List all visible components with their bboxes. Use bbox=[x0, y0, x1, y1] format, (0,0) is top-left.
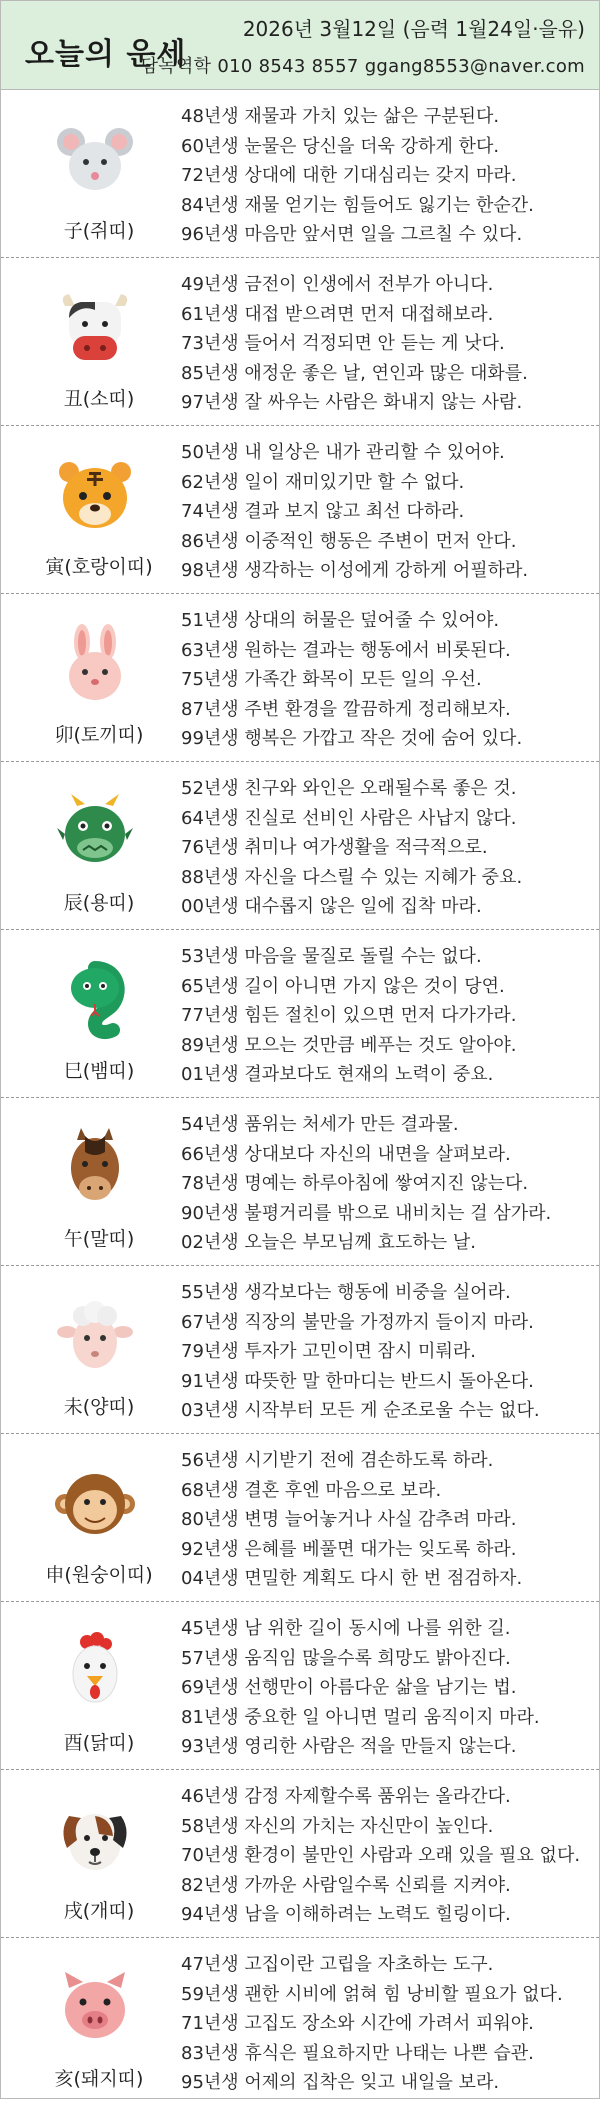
fortune-line: 59년생 괜한 시비에 얽혀 힘 낭비할 필요가 없다. bbox=[181, 1983, 563, 2005]
fortune-line: 62년생 일이 재미있기만 할 수 없다. bbox=[181, 471, 465, 493]
sheep-icon bbox=[55, 1296, 135, 1376]
fortune-line: 77년생 힘든 절친이 있으면 먼저 다가가라. bbox=[181, 1005, 517, 1026]
contact-line: 담녹역학 010 8543 8557 ggang8553@naver.com bbox=[140, 56, 585, 77]
fortune-line: 94년생 남을 이해하려는 노력도 힐링이다. bbox=[181, 1904, 511, 1925]
fortune-line: 49년생 금전이 인생에서 전부가 아니다. bbox=[181, 274, 494, 295]
fortune-line: 69년생 선행만이 아름다운 삶을 남기는 법. bbox=[181, 1677, 517, 1698]
sign-label: 卯(토끼띠) bbox=[54, 724, 144, 746]
fortune-line: 78년생 명예는 하루아침에 쌓여지진 않는다. bbox=[181, 1173, 529, 1194]
fortune-line: 53년생 마음을 물질로 돌릴 수는 없다. bbox=[181, 946, 482, 967]
header bbox=[1, 1, 599, 90]
fortune-line: 61년생 대접 받으려면 먼저 대접해보라. bbox=[181, 303, 494, 325]
fortune-line: 96년생 마음만 앞서면 일을 그르칠 수 있다. bbox=[181, 224, 523, 245]
fortune-line: 58년생 자신의 가치는 자신만이 높인다. bbox=[181, 1815, 494, 1837]
sign-section bbox=[1, 1770, 599, 1938]
rabbit-icon bbox=[55, 624, 135, 704]
rat-icon bbox=[55, 120, 135, 200]
fortune-line: 60년생 눈물은 당신을 더욱 강하게 한다. bbox=[181, 135, 500, 157]
fortune-line: 56년생 시기받기 전에 겸손하도록 하라. bbox=[181, 1450, 494, 1471]
fortune-line: 55년생 생각보다는 행동에 비중을 실어라. bbox=[181, 1282, 511, 1303]
sign-label: 子(쥐띠) bbox=[63, 220, 135, 242]
monkey-icon bbox=[55, 1464, 135, 1544]
fortune-line: 76년생 취미나 여가생활을 적극적으로. bbox=[181, 837, 488, 858]
fortune-line: 90년생 불평거리를 밖으로 내비치는 걸 삼가라. bbox=[181, 1202, 552, 1224]
fortune-line: 73년생 들어서 걱정되면 안 듣는 게 낫다. bbox=[181, 333, 505, 354]
sign-section bbox=[1, 90, 599, 258]
fortune-line: 67년생 직장의 불만을 가정까지 들이지 마라. bbox=[181, 1311, 534, 1333]
sign-section bbox=[1, 1434, 599, 1602]
fortune-line: 46년생 감정 자제할수록 품위는 올라간다. bbox=[181, 1786, 511, 1807]
fortune-line: 99년생 행복은 가깝고 작은 것에 숨어 있다. bbox=[181, 728, 523, 749]
fortune-line: 74년생 결과 보지 않고 최선 다하라. bbox=[181, 501, 465, 522]
fortune-line: 64년생 진실로 선비인 사람은 사납지 않다. bbox=[181, 807, 517, 829]
tiger-icon bbox=[55, 456, 135, 536]
sign-label: 酉(닭띠) bbox=[63, 1732, 135, 1754]
fortune-line: 00년생 대수롭지 않은 일에 집착 마라. bbox=[181, 896, 482, 917]
fortune-line: 86년생 이중적인 행동은 주변이 먼저 안다. bbox=[181, 530, 517, 552]
fortune-line: 70년생 환경이 불만인 사람과 오래 있을 필요 없다. bbox=[181, 1845, 581, 1866]
fortune-line: 57년생 움직임 많을수록 희망도 밝아진다. bbox=[181, 1647, 511, 1669]
rooster-icon bbox=[55, 1632, 135, 1712]
fortune-line: 72년생 상대에 대한 기대심리는 갖지 마라. bbox=[181, 165, 517, 186]
sign-section bbox=[1, 594, 599, 762]
fortune-line: 68년생 결혼 후엔 마음으로 보라. bbox=[181, 1479, 442, 1501]
fortune-line: 04년생 면밀한 계획도 다시 한 번 점검하자. bbox=[181, 1568, 523, 1589]
fortune-line: 88년생 자신을 다스릴 수 있는 지혜가 중요. bbox=[181, 866, 523, 888]
sign-label: 巳(뱀띠) bbox=[63, 1060, 135, 1082]
fortune-line: 51년생 상대의 허물은 덮어줄 수 있어야. bbox=[181, 610, 500, 631]
fortune-line: 63년생 원하는 결과는 행동에서 비롯된다. bbox=[181, 639, 511, 661]
fortune-line: 81년생 중요한 일 아니면 멀리 움직이지 마라. bbox=[181, 1706, 540, 1728]
sign-label: 寅(호랑이띠) bbox=[45, 556, 153, 578]
fortune-line: 97년생 잘 싸우는 사람은 화내지 않는 사람. bbox=[181, 392, 523, 413]
sign-section bbox=[1, 258, 599, 426]
fortune-line: 65년생 길이 아니면 가지 않은 것이 당연. bbox=[181, 975, 505, 997]
fortune-line: 71년생 고집도 장소와 시간에 가려서 피워야. bbox=[181, 2013, 534, 2034]
fortune-line: 83년생 휴식은 필요하지만 나태는 나쁜 습관. bbox=[181, 2042, 534, 2064]
sign-section bbox=[1, 930, 599, 1098]
snake-icon bbox=[55, 960, 135, 1040]
fortune-line: 75년생 가족간 화목이 모든 일의 우선. bbox=[181, 669, 482, 690]
fortune-line: 02년생 오늘은 부모님께 효도하는 날. bbox=[181, 1232, 476, 1253]
page-title: 오늘의 운세 bbox=[25, 37, 187, 72]
horse-icon bbox=[55, 1128, 135, 1208]
fortune-line: 01년생 결과보다도 현재의 노력이 중요. bbox=[181, 1064, 494, 1085]
sign-section bbox=[1, 1938, 599, 2105]
sign-section bbox=[1, 1602, 599, 1770]
pig-icon bbox=[55, 1968, 135, 2048]
fortune-line: 84년생 재물 얻기는 힘들어도 잃기는 한순간. bbox=[181, 194, 534, 216]
fortune-line: 50년생 내 일상은 내가 관리할 수 있어야. bbox=[181, 442, 505, 463]
fortune-line: 98년생 생각하는 이성에게 강하게 어필하라. bbox=[181, 560, 529, 581]
fortune-line: 47년생 고집이란 고립을 자초하는 도구. bbox=[181, 1954, 494, 1975]
sign-section bbox=[1, 1266, 599, 1434]
sign-label: 申(원숭이띠) bbox=[45, 1564, 153, 1586]
fortune-line: 80년생 변명 늘어놓거나 사실 감추려 마라. bbox=[181, 1509, 517, 1530]
sign-label: 戌(개띠) bbox=[63, 1900, 135, 1922]
sign-section bbox=[1, 762, 599, 930]
fortune-line: 89년생 모으는 것만큼 베푸는 것도 알아야. bbox=[181, 1034, 517, 1056]
ox-icon bbox=[55, 288, 135, 368]
sign-label: 午(말띠) bbox=[63, 1228, 135, 1250]
fortune-line: 87년생 주변 환경을 깔끔하게 정리해보자. bbox=[181, 698, 511, 720]
date-line: 2026년 3월12일 (음력 1월24일·을유) bbox=[242, 17, 585, 41]
sign-label: 丑(소띠) bbox=[63, 388, 135, 410]
fortune-line: 85년생 애정운 좋은 날, 연인과 많은 대화를. bbox=[181, 362, 528, 384]
dog-icon bbox=[55, 1800, 135, 1880]
fortune-line: 03년생 시작부터 모든 게 순조로울 수는 없다. bbox=[181, 1400, 540, 1421]
fortune-line: 91년생 따뜻한 말 한마디는 반드시 돌아온다. bbox=[181, 1370, 534, 1392]
fortune-line: 66년생 상대보다 자신의 내면을 살펴보라. bbox=[181, 1143, 511, 1165]
sign-section bbox=[1, 1098, 599, 1266]
fortune-line: 82년생 가까운 사람일수록 신뢰를 지켜야. bbox=[181, 1874, 511, 1896]
sign-section bbox=[1, 426, 599, 594]
fortune-line: 52년생 친구와 와인은 오래될수록 좋은 것. bbox=[181, 778, 517, 799]
dragon-icon bbox=[55, 792, 135, 872]
fortune-line: 95년생 어제의 집착은 잊고 내일을 보라. bbox=[181, 2072, 500, 2093]
fortune-line: 93년생 영리한 사람은 적을 만들지 않는다. bbox=[181, 1736, 517, 1757]
sign-label: 亥(돼지띠) bbox=[54, 2068, 144, 2090]
fortune-line: 45년생 남 위한 길이 동시에 나를 위한 길. bbox=[181, 1618, 511, 1639]
sign-label: 未(양띠) bbox=[63, 1396, 135, 1418]
fortune-line: 54년생 품위는 처세가 만든 결과물. bbox=[181, 1114, 459, 1135]
sign-label: 辰(용띠) bbox=[63, 892, 135, 914]
fortune-line: 48년생 재물과 가치 있는 삶은 구분된다. bbox=[181, 106, 500, 127]
fortune-line: 79년생 투자가 고민이면 잠시 미뤄라. bbox=[181, 1341, 476, 1362]
fortune-line: 92년생 은혜를 베풀면 대가는 잊도록 하라. bbox=[181, 1538, 517, 1560]
